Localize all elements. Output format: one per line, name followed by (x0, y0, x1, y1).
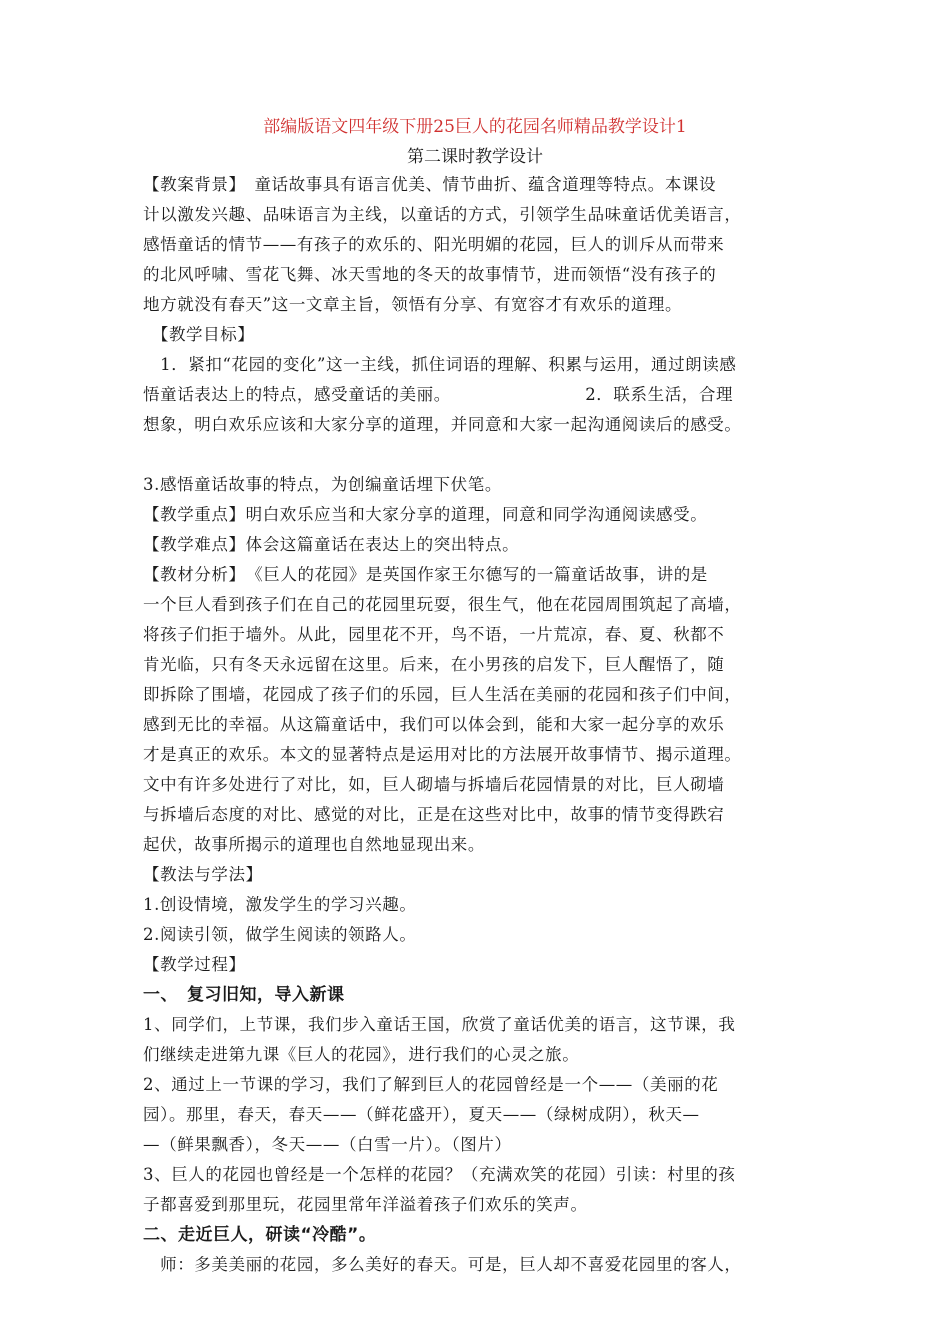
text-line: 们继续走进第九课《巨人的花园》，进行我们的心灵之旅。 (143, 1045, 580, 1064)
text-line: 1．紧扣“花园的变化”这一主线，抓住词语的理解、积累与运用，通过朗读感 (143, 355, 737, 374)
text-line: 【教案背景】 童话故事具有语言优美、情节曲折、蕴含道理等特点。本课设 (143, 175, 717, 194)
text-line: 悟童话表达上的特点，感受童话的美丽。 2．联系生活，合理 (143, 385, 734, 404)
text-line: 一个巨人看到孩子们在自己的花园里玩耍，很生气，他在花园周围筑起了高墙， (143, 595, 742, 614)
text-line: 【教法与学法】 (143, 865, 263, 884)
section-heading: 二、走近巨人，研读“冷酷”。 (143, 1225, 377, 1245)
text-line: 感悟童话的情节——有孩子的欢乐的、阳光明媚的花园，巨人的训斥从而带来 (143, 235, 725, 254)
text-line: 园）。那里，春天，春天——（鲜花盛开），夏天——（绿树成阴），秋天— (143, 1105, 700, 1124)
text-line: 【教学难点】体会这篇童话在表达上的突出特点。 (143, 535, 520, 554)
text-line: 【教材分析】 《巨人的花园》是英国作家王尔德写的一篇童话故事，讲的是 (143, 565, 708, 584)
text-line: 3、巨人的花园也曾经是一个怎样的花园？（充满欢笑的花园）引读：村里的孩 (143, 1165, 736, 1184)
text-line: 感到无比的幸福。从这篇童话中，我们可以体会到，能和大家一起分享的欢乐 (143, 715, 725, 734)
text-line: 的北风呼啸、雪花飞舞、冰天雪地的冬天的故事情节，进而领悟“没有孩子的 (143, 265, 717, 284)
document-body (143, 170, 823, 1280)
section-heading: 一、 复习旧知，导入新课 (143, 985, 345, 1005)
text-line: 起伏，故事所揭示的道理也自然地显现出来。 (143, 835, 485, 854)
text-line: 才是真正的欢乐。本文的显著特点是运用对比的方法展开故事情节、揭示道理。 (143, 745, 742, 764)
text-line: 即拆除了围墙，花园成了孩子们的乐园，巨人生活在美丽的花园和孩子们中间， (143, 685, 742, 704)
document-title: 部编版语文四年级下册25巨人的花园名师精品教学设计1 (263, 117, 687, 137)
text-line: 1.创设情境，激发学生的学习兴趣。 (143, 895, 417, 914)
text-line: 将孩子们拒于墙外。从此，园里花不开，鸟不语，一片荒凉，春、夏、秋都不 (143, 625, 725, 644)
text-line: 3.感悟童话故事的特点，为创编童话埋下伏笔。 (143, 475, 502, 494)
text-line: 计以激发兴趣、品味语言为主线，以童话的方式，引领学生品味童话优美语言， (143, 205, 742, 224)
text-line: 师：多美美丽的花园，多么美好的春天。可是，巨人却不喜爱花园里的客人， (143, 1255, 742, 1274)
text-line: 2.阅读引领，做学生阅读的领路人。 (143, 925, 417, 944)
text-line: 想象，明白欢乐应该和大家分享的道理，并同意和大家一起沟通阅读后的感受。 (143, 415, 742, 434)
text-line: 【教学目标】 (143, 325, 255, 344)
text-line: 【教学过程】 (143, 955, 246, 974)
text-line: 1、同学们，上节课，我们步入童话王国，欣赏了童话优美的语言，这节课，我 (143, 1015, 736, 1034)
text-line: 【教学重点】明白欢乐应当和大家分享的道理，同意和同学沟通阅读感受。 (143, 505, 708, 524)
blank-line (143, 440, 823, 470)
text-line: 文中有许多处进行了对比，如，巨人砌墙与拆墙后花园情景的对比，巨人砌墙 (143, 775, 725, 794)
text-line: 肯光临，只有冬天永远留在这里。后来，在小男孩的启发下，巨人醒悟了，随 (143, 655, 725, 674)
text-line: —（鲜果飘香），冬天——（白雪一片）。（图片） (143, 1135, 512, 1154)
text-line: 与拆墙后态度的对比、感觉的对比，正是在这些对比中，故事的情节变得跌宕 (143, 805, 725, 824)
text-line: 地方就没有春天”这一文章主旨，领悟有分享、有宽容才有欢乐的道理。 (143, 295, 683, 314)
text-line: 2、通过上一节课的学习，我们了解到巨人的花园曾经是一个——（美丽的花 (143, 1075, 719, 1094)
document-subtitle: 第二课时教学设计 (407, 147, 543, 167)
text-line: 子都喜爱到那里玩，花园里常年洋溢着孩子们欢乐的笑声。 (143, 1195, 588, 1214)
